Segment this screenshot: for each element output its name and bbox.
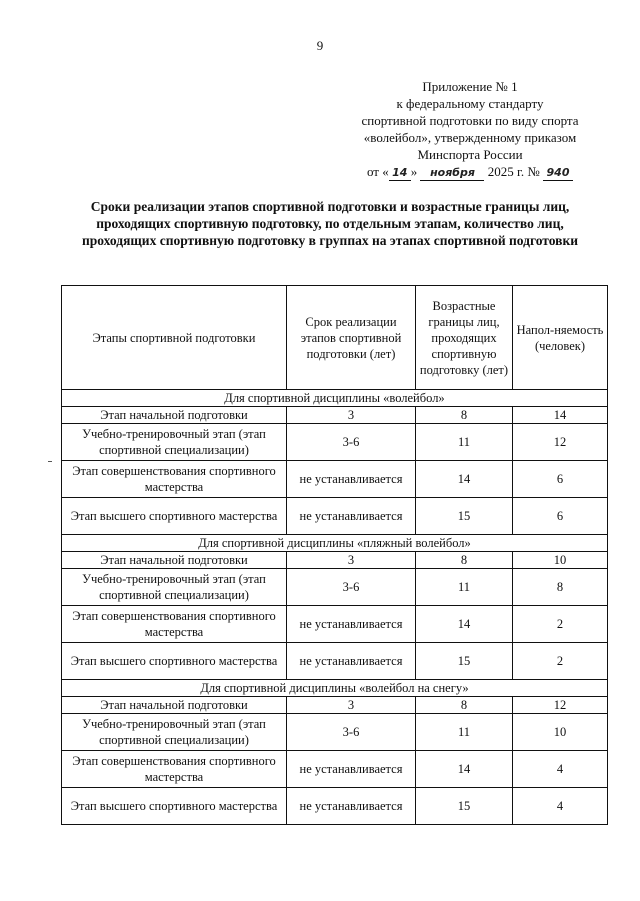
table-row [62, 461, 608, 498]
appendix-line: Минспорта России [417, 147, 523, 162]
section-title: Для спортивной дисциплины «волейбол» [62, 390, 608, 407]
appendix-line: спортивной подготовки по виду спорта [361, 113, 579, 128]
order-number: 940 [546, 166, 570, 179]
duration-cell: 3-6 [287, 569, 416, 606]
duration-cell: не устанавливается [287, 643, 416, 680]
stage-cell: Учебно-тренировочный этап (этап спортивной специализации) [62, 714, 287, 751]
stage-cell: Учебно-тренировочный этап (этап спортивной специализации) [62, 424, 287, 461]
header-stages: Этапы спортивной подготовки [62, 286, 287, 390]
order-year: 2025 г. № [487, 164, 540, 179]
group-size-cell: 2 [513, 606, 608, 643]
stage-cell: Этап высшего спортивного мастерства [62, 643, 287, 680]
scan-mark [48, 461, 52, 462]
group-size-cell: 6 [513, 461, 608, 498]
table-header-row [62, 286, 608, 390]
age-cell: 15 [416, 498, 513, 535]
duration-cell: 3 [287, 407, 416, 424]
duration-cell: 3 [287, 552, 416, 569]
group-size-cell: 14 [513, 407, 608, 424]
group-size-cell: 2 [513, 643, 608, 680]
stage-cell: Этап высшего спортивного мастерства [62, 788, 287, 825]
table-row [62, 714, 608, 751]
age-cell: 11 [416, 424, 513, 461]
age-cell: 11 [416, 714, 513, 751]
table-row [62, 606, 608, 643]
duration-cell: 3-6 [287, 424, 416, 461]
age-cell: 14 [416, 751, 513, 788]
group-size-cell: 6 [513, 498, 608, 535]
stage-cell: Этап совершенствования спортивного мастерства [62, 606, 287, 643]
age-cell: 14 [416, 461, 513, 498]
section-title: Для спортивной дисциплины «пляжный волейбол» [62, 535, 608, 552]
document-title: Сроки реализации этапов спортивной подготовки и возрастные границы лиц, проходящих спортивную подготовку, по отдельным этапам, количество лиц, проходящих спортивную подготовку в группах на этапах спортивной подготовки [81, 199, 579, 248]
order-month-field [420, 165, 484, 181]
group-size-cell: 12 [513, 697, 608, 714]
stage-cell: Этап начальной подготовки [62, 407, 287, 424]
age-cell: 8 [416, 697, 513, 714]
stage-cell: Учебно-тренировочный этап (этап спортивной специализации) [62, 569, 287, 606]
order-day-field [389, 165, 411, 181]
duration-cell: не устанавливается [287, 461, 416, 498]
stage-cell: Этап совершенствования спортивного мастерства [62, 461, 287, 498]
duration-cell: не устанавливается [287, 751, 416, 788]
group-size-cell: 4 [513, 788, 608, 825]
duration-cell: не устанавливается [287, 606, 416, 643]
group-size-cell: 10 [513, 552, 608, 569]
table-row [62, 569, 608, 606]
duration-cell: 3-6 [287, 714, 416, 751]
section-row [62, 535, 608, 552]
appendix-line: «волейбол», утвержденному приказом [363, 130, 577, 145]
age-cell: 14 [416, 606, 513, 643]
age-cell: 15 [416, 643, 513, 680]
order-number-field [543, 165, 573, 181]
group-size-cell: 10 [513, 714, 608, 751]
header-group-size: Напол-няемость (человек) [513, 286, 608, 390]
section-row [62, 390, 608, 407]
stages-table [61, 285, 608, 825]
duration-cell: не устанавливается [287, 498, 416, 535]
order-month: ноября [430, 166, 475, 179]
age-cell: 15 [416, 788, 513, 825]
group-size-cell: 4 [513, 751, 608, 788]
section-title: Для спортивной дисциплины «волейбол на снегу» [62, 680, 608, 697]
duration-cell: не устанавливается [287, 788, 416, 825]
group-size-cell: 12 [513, 424, 608, 461]
duration-cell: 3 [287, 697, 416, 714]
order-day: 14 [392, 166, 408, 179]
appendix-line: Приложение № 1 [422, 79, 518, 94]
table-row [62, 751, 608, 788]
stage-cell: Этап высшего спортивного мастерства [62, 498, 287, 535]
appendix-line: к федеральному стандарту [396, 96, 544, 111]
stage-cell: Этап начальной подготовки [62, 697, 287, 714]
age-cell: 11 [416, 569, 513, 606]
order-prefix: от « [366, 164, 389, 179]
age-cell: 8 [416, 552, 513, 569]
table-row [62, 697, 608, 714]
order-mid: » [410, 164, 418, 179]
stage-cell: Этап начальной подготовки [62, 552, 287, 569]
age-cell: 8 [416, 407, 513, 424]
table-row [62, 498, 608, 535]
table-row [62, 788, 608, 825]
group-size-cell: 8 [513, 569, 608, 606]
page-number: 9 [316, 38, 324, 53]
table-row [62, 424, 608, 461]
header-age-limits: Возрастные границы лиц, проходящих спортивную подготовку (лет) [416, 286, 513, 390]
header-duration: Срок реализации этапов спортивной подготовки (лет) [287, 286, 416, 390]
table-row [62, 407, 608, 424]
appendix-block [320, 78, 620, 181]
section-row [62, 680, 608, 697]
table-row [62, 643, 608, 680]
order-line [320, 163, 620, 181]
stage-cell: Этап совершенствования спортивного мастерства [62, 751, 287, 788]
table-row [62, 552, 608, 569]
